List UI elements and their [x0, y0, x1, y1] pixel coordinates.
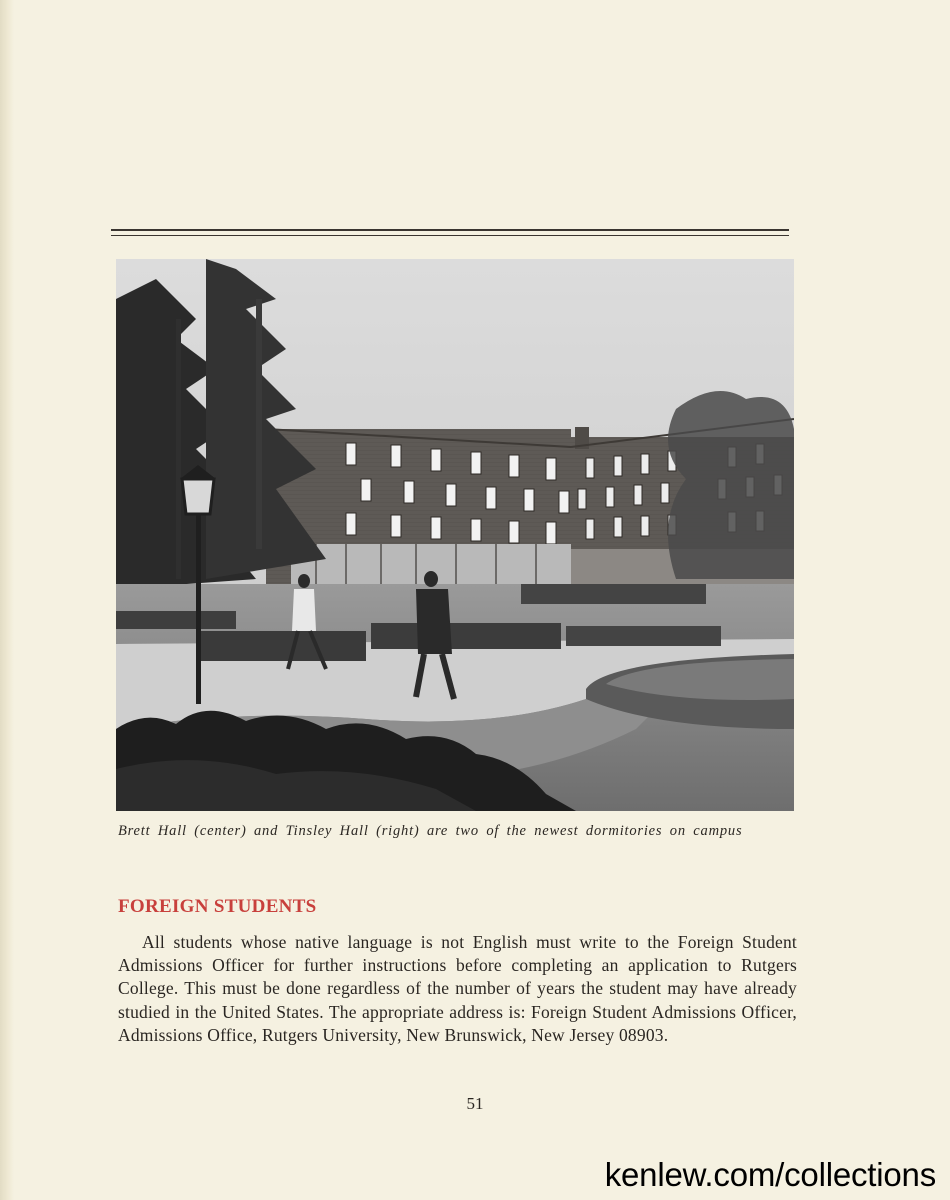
- dormitory-photo: [116, 259, 794, 811]
- top-rule: [111, 229, 789, 231]
- photo-caption: Brett Hall (center) and Tinsley Hall (right) are two of the newest dormitories on campus: [118, 823, 743, 839]
- watermark-text: kenlew.com/collections: [604, 1156, 936, 1193]
- page-binding-shadow: [0, 0, 14, 1200]
- section-paragraph: All students whose native language is not English must write to the Foreign Student Admissions Officer for further instructions before completing an application to Rutgers College. This must be done regardless of the number of years the student may have already studied in the United States. The appropriate address is: Foreign Student Admissions Officer, Admissions Office, Rutgers University, New Brunswick, New Jersey 08903.: [118, 932, 797, 1045]
- top-rule-thin: [111, 235, 789, 236]
- page-number: 51: [466, 1094, 484, 1113]
- section-heading: FOREIGN STUDENTS: [118, 896, 317, 917]
